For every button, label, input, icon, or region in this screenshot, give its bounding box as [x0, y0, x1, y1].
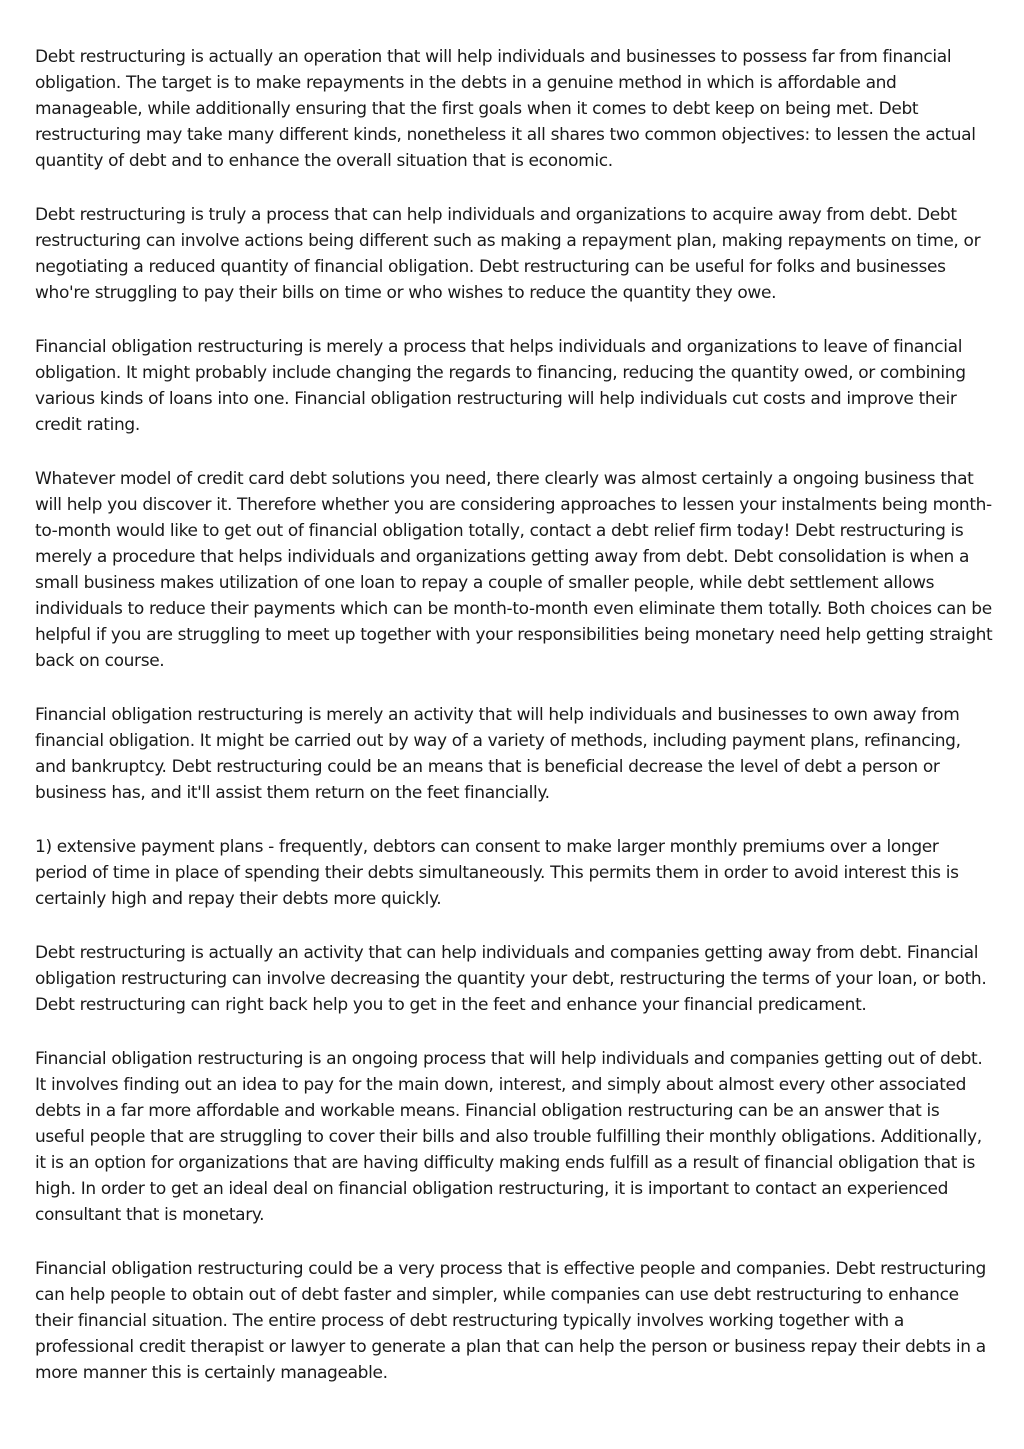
- paragraph-4: Whatever model of credit card debt solutions you need, there clearly was almost certainly a ongoing business that will help you discover it. Therefore whether you are considering approaches to lessen your instalments being month-to-month would like to get out of financial obligation totally, contact a debt relief firm today! Debt restructuring is merely a procedure that helps individuals and organizations getting away from debt. Debt consolidation is when a small business makes utilization of one loan to repay a couple of smaller people, while debt settlement allows individuals to reduce their payments which can be month-to-month even eliminate them totally. Both choices can be helpful if you are struggling to meet up together with your responsibilities being monetary need help getting straight back on course.: [35, 469, 993, 671]
- paragraph-5: Financial obligation restructuring is merely an activity that will help individuals and businesses to own away from financial obligation. It might be carried out by way of a variety of methods, including payment plans, refinancing, and bankruptcy. Debt restructuring could be an means that is beneficial decrease the level of debt a person or business has, and it'll assist them return on the feet financially.: [35, 705, 961, 803]
- paragraph-2: Debt restructuring is truly a process that can help individuals and organizations to acquire away from debt. Debt restructuring can involve actions being different such as making a repayment plan, making repayments on time, or negotiating a reduced quantity of financial obligation. Debt restructuring can be useful for folks and businesses who're struggling to pay their bills on time or who wishes to reduce the quantity they owe.: [35, 205, 981, 303]
- paragraph-7: Debt restructuring is actually an activity that can help individuals and companies getting away from debt. Financial obligation restructuring can involve decreasing the quantity your debt, restructuring the terms of your loan, or both. Debt restructuring can right back help you to get in the feet and enhance your financial predicament.: [35, 943, 987, 1015]
- paragraph-8: Financial obligation restructuring is an ongoing process that will help individuals and companies getting out of debt. It involves finding out an idea to pay for the main down, interest, and simply about almost every other associated debts in a far more affordable and workable means. Financial obligation restructuring can be an answer that is useful people that are struggling to cover their bills and also trouble fulfilling their monthly obligations. Additionally, it is an option for organizations that are having difficulty making ends fulfill as a result of financial obligation that is high. In order to get an ideal deal on financial obligation restructuring, it is important to contact an experienced consultant that is monetary.: [35, 1049, 983, 1225]
- paragraph-1: Debt restructuring is actually an operation that will help individuals and businesses to possess far from financial obligation. The target is to make repayments in the debts in a genuine method in which is affordable and manageable, while additionally ensuring that the first goals when it comes to debt keep on being met. Debt restructuring may take many different kinds, nonetheless it all shares two common objectives: to lessen the actual quantity of debt and to enhance the overall situation that is economic.: [35, 47, 976, 171]
- paragraph-6: 1) extensive payment plans - frequently, debtors can consent to make larger monthly premiums over a longer period of time in place of spending their debts simultaneously. This permits them in order to avoid interest this is certainly high and repay their debts more quickly.: [35, 837, 959, 909]
- paragraph-9: Financial obligation restructuring could be a very process that is effective people and companies. Debt restructuring can help people to obtain out of debt faster and simpler, while companies can use debt restructuring to enhance their financial situation. The entire process of debt restructuring typically involves working together with a professional credit therapist or lawyer to generate a plan that can help the person or business repay their debts in a more manner this is certainly manageable.: [35, 1259, 987, 1383]
- document-body: [35, 44, 993, 1414]
- paragraph-3: Financial obligation restructuring is merely a process that helps individuals and organizations to leave of financial obligation. It might probably include changing the regards to financing, reducing the quantity owed, or combining various kinds of loans into one. Financial obligation restructuring will help individuals cut costs and improve their credit rating.: [35, 337, 966, 435]
